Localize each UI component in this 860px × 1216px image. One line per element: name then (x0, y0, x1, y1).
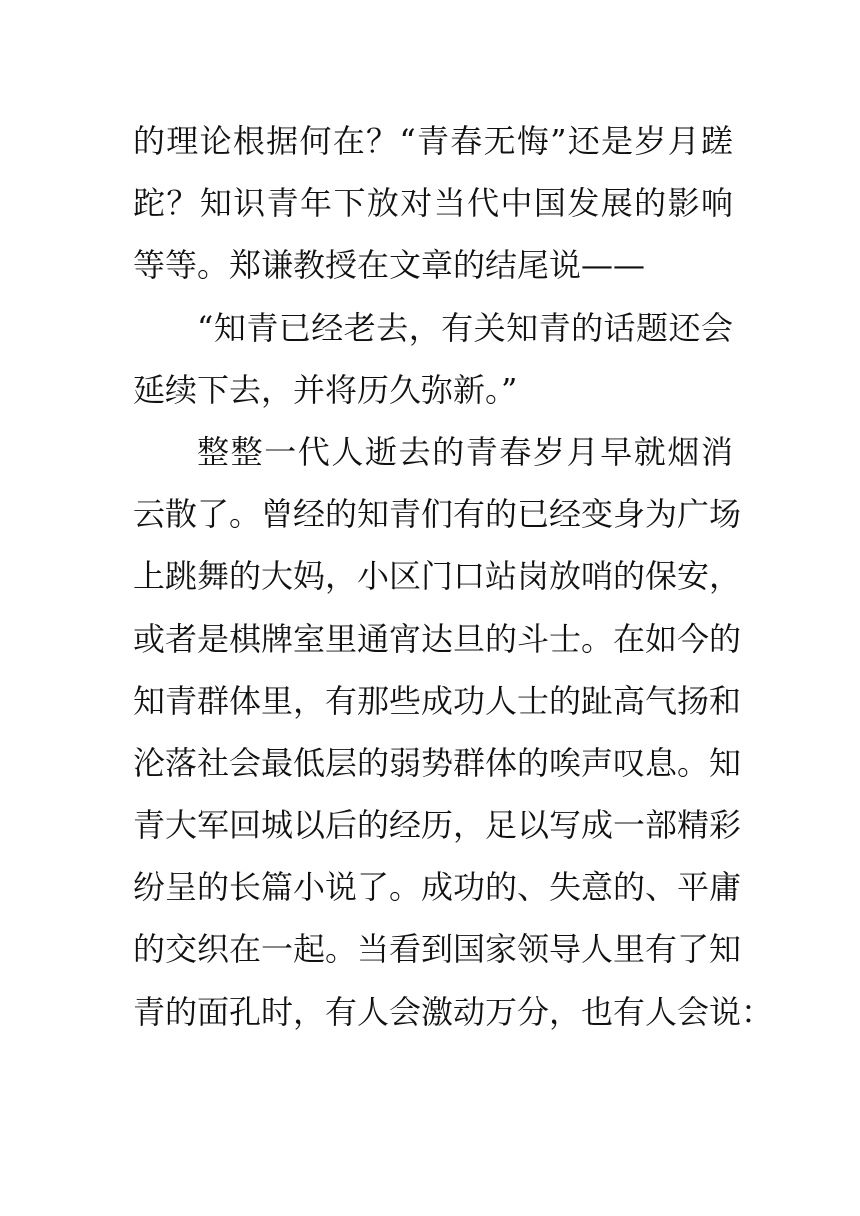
body-text (133, 110, 774, 1043)
text-line: 沦落社会最低层的弱势群体的唉声叹息。知 (133, 743, 742, 782)
text-line: 跎？知识青年下放对当代中国发展的影响 (133, 184, 733, 223)
text-line: 延续下去，并将历久弥新。” (133, 370, 518, 409)
text-line: 的理论根据何在？“青春无悔”还是岁月蹉 (133, 122, 733, 160)
text-line: 纷呈的长篇小说了。成功的、失意的、平庸 (133, 868, 742, 907)
text-line: 青的面孔时，有人会激动万分，也有人会说： (133, 992, 774, 1031)
text-line: 等等。郑谦教授在文章的结尾说—— (133, 246, 646, 285)
text-line: 的交织在一起。当看到国家领导人里有了知 (133, 930, 742, 969)
text-line: 上跳舞的大妈，小区门口站岗放哨的保安， (133, 557, 742, 596)
text-line: 知青群体里，有那些成功人士的趾高气扬和 (133, 681, 742, 720)
text-line: 云散了。曾经的知青们有的已经变身为广场 (133, 495, 742, 534)
text-line: “知青已经老去，有关知青的话题还会 (197, 308, 733, 347)
text-line: 整整一代人逝去的青春岁月早就烟消 (197, 432, 733, 471)
text-line: 青大军回城以后的经历，足以写成一部精彩 (133, 806, 742, 845)
text-line: 或者是棋牌室里通宵达旦的斗士。在如今的 (133, 619, 742, 658)
